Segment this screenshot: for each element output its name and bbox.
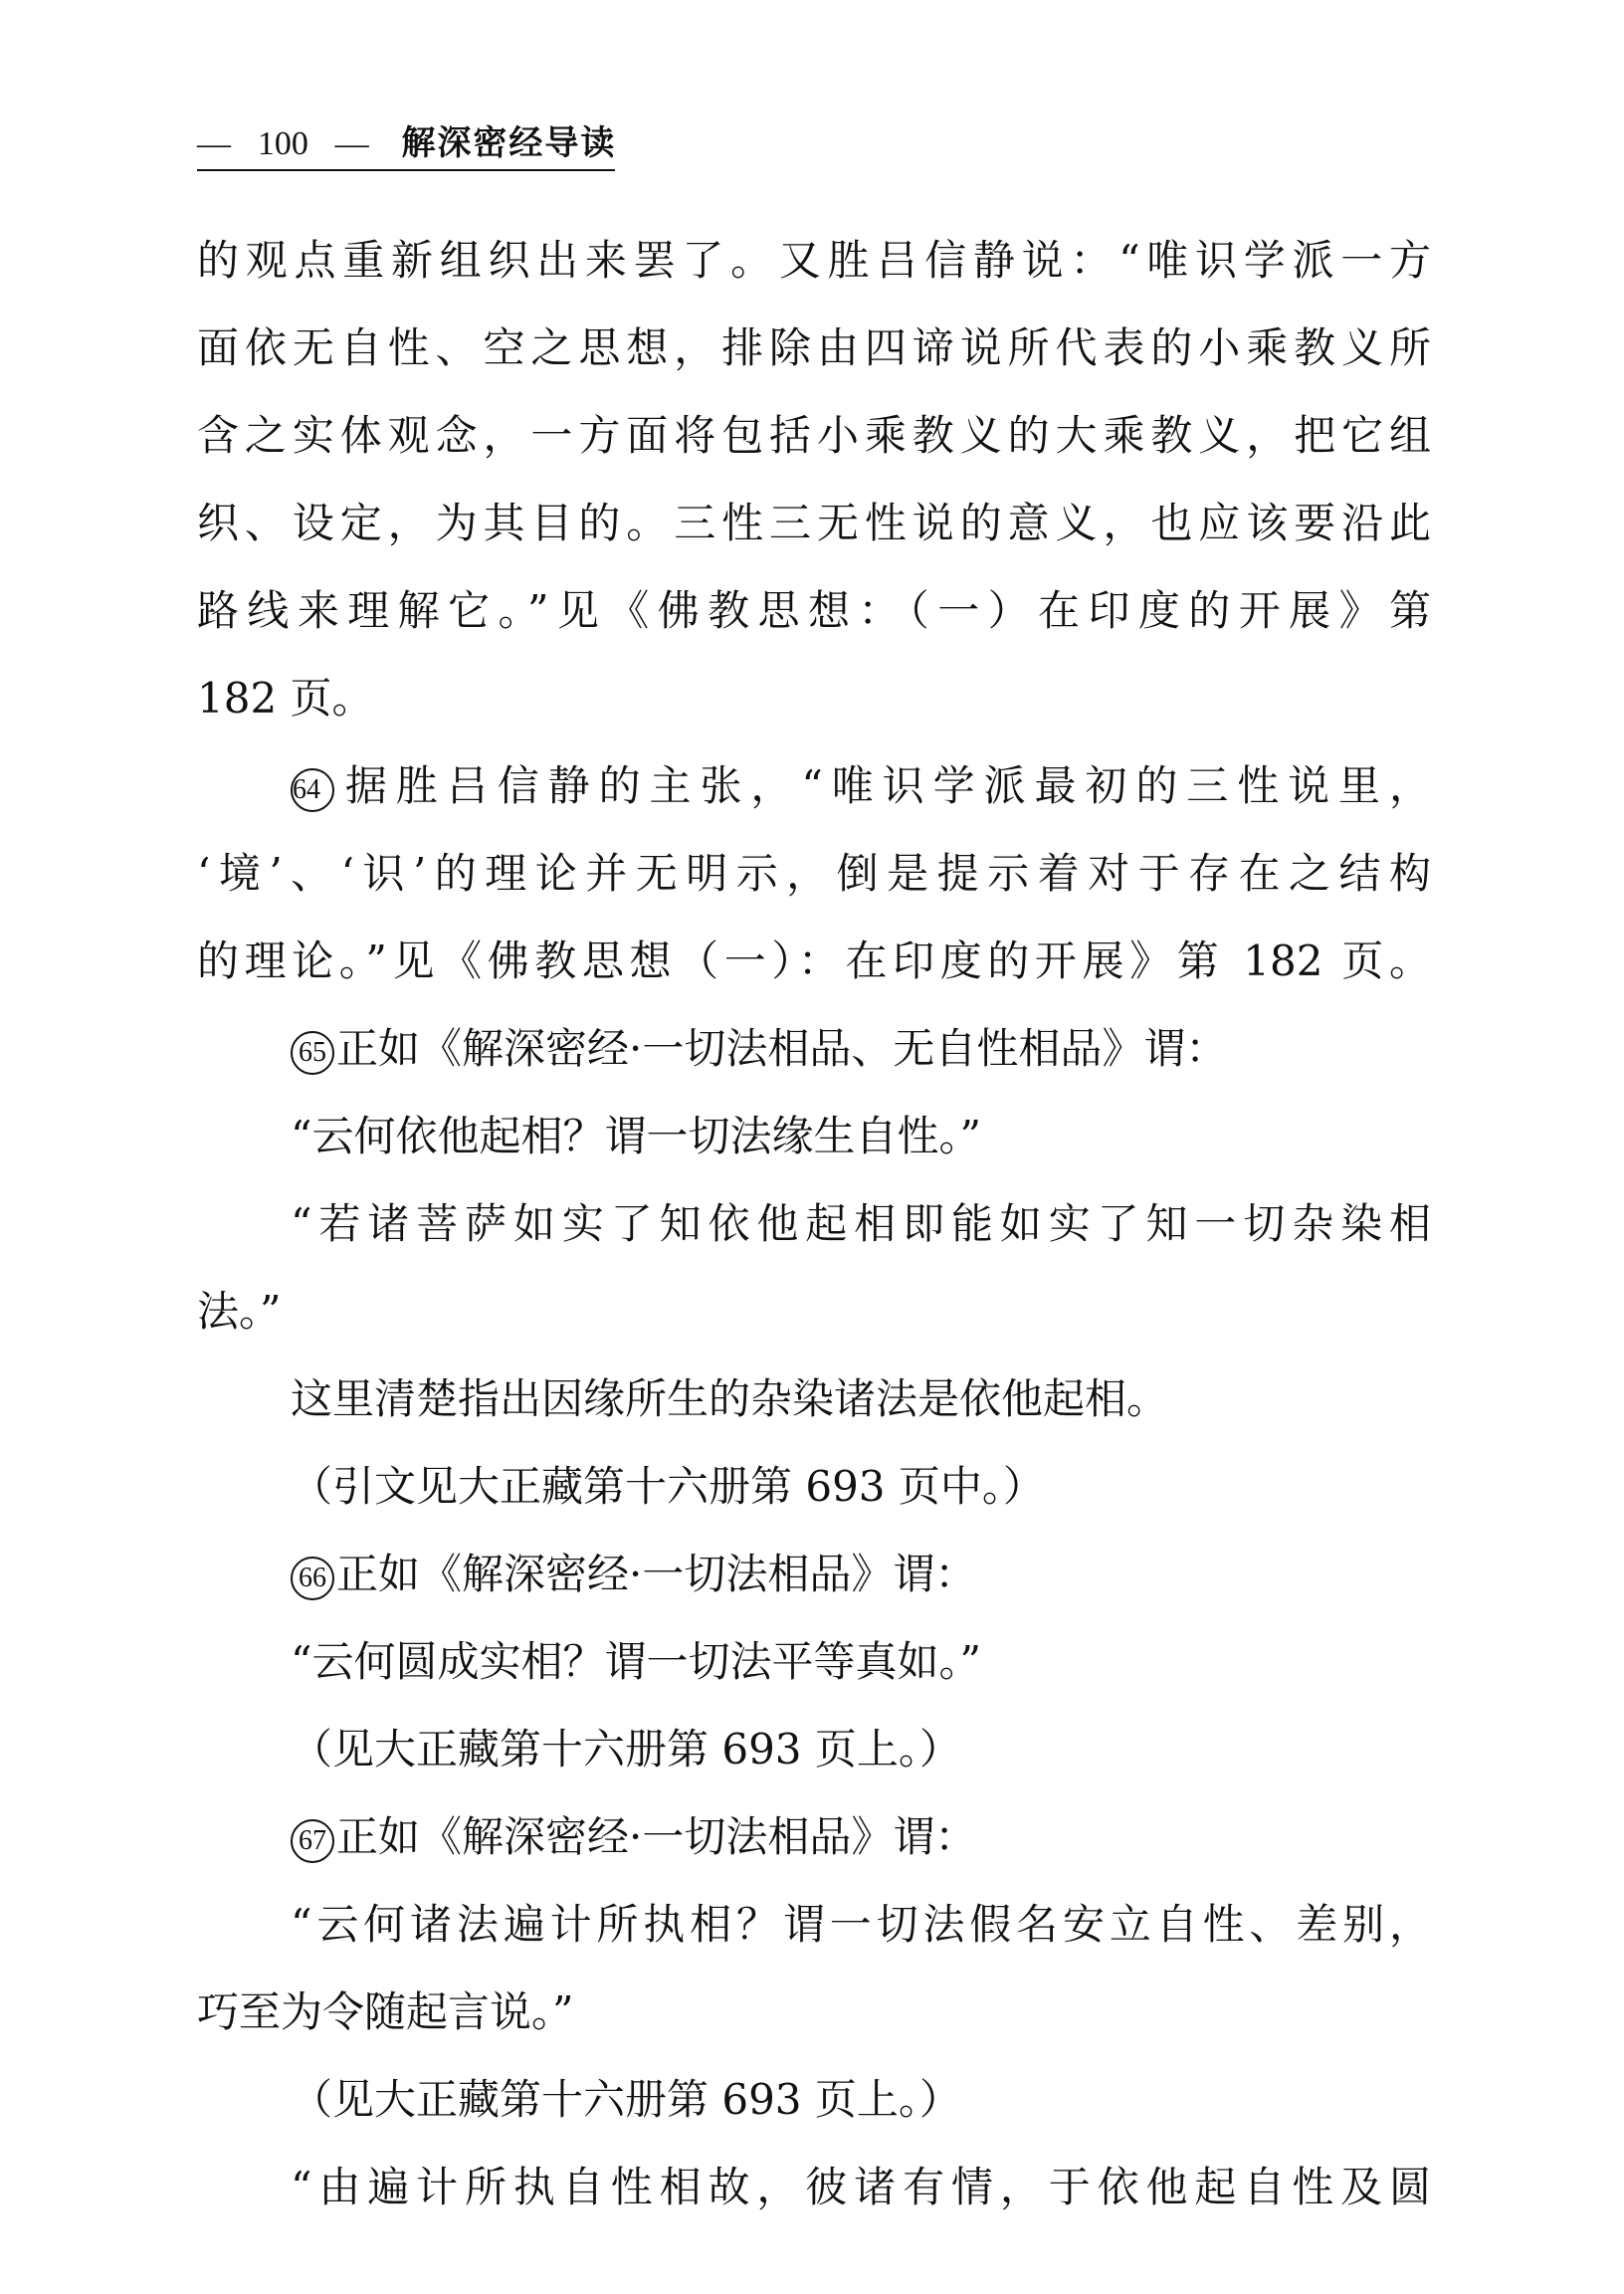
quote-line: 法。” — [197, 1287, 282, 1336]
footnote-marker: 67 — [291, 1819, 334, 1863]
footnote-67 — [291, 1807, 1431, 1867]
text-line: 面依无自性、空之思想，排除由四谛说所代表的小乘教义所 — [197, 323, 1431, 372]
quote-line: “若诸菩萨如实了知依他起相即能如实了知一切杂染相 — [291, 1199, 1431, 1248]
text-line: 织、设定，为其目的。三性三无性说的意义，也应该要沿此 — [197, 499, 1431, 547]
footnote-marker: 64 — [291, 768, 334, 812]
quote-line: “云何诸法遍计所执相？谓一切法假名安立自性、差别， — [291, 1900, 1431, 1949]
citation-line: （见大正藏第十六册第 693 页上。） — [291, 2075, 961, 2124]
text-line: 这里清楚指出因缘所生的杂染诸法是依他起相。 — [291, 1374, 1169, 1423]
text-line: 的理论。”见《佛教思想（一）：在印度的开展》第 182 页。 — [197, 937, 1431, 985]
text-line: 182 页。 — [197, 674, 374, 723]
header-dash-right: — — [334, 125, 369, 162]
text-line: 的观点重新组织出来罢了。又胜吕信静说：“唯识学派一方 — [197, 236, 1431, 285]
footnote-65 — [291, 1019, 1431, 1079]
footnote-text: 据胜吕信静的主张，“唯识学派最初的三性说里， — [336, 761, 1431, 810]
footnote-marker: 65 — [291, 1031, 334, 1075]
citation-line: （见大正藏第十六册第 693 页上。） — [291, 1725, 961, 1773]
footnote-text: 正如《解深密经·一切法相品、无自性相品》谓： — [336, 1024, 1228, 1073]
quote-line: “由遍计所执自性相故，彼诸有情，于依他起自性及圆 — [291, 2163, 1431, 2211]
footnote-text: 正如《解深密经·一切法相品》谓： — [336, 1812, 977, 1861]
footnote-marker: 66 — [291, 1557, 334, 1600]
quote-line: “云何依他起相？谓一切法缘生自性。” — [291, 1112, 981, 1160]
running-header — [197, 117, 615, 171]
quote-line: 巧至为令随起言说。” — [197, 1987, 574, 2036]
footnote-66 — [291, 1545, 1431, 1604]
book-title: 解深密经导读 — [401, 123, 617, 163]
quote-line: “云何圆成实相？谓一切法平等真如。” — [291, 1637, 981, 1686]
text-line: ‘境’、‘识’的理论并无明示，倒是提示着对于存在之结构 — [197, 849, 1431, 898]
header-dash-left: — — [197, 125, 231, 162]
footnote-64 — [291, 756, 1431, 816]
text-line: 路线来理解它。”见《佛教思想：（一）在印度的开展》第 — [197, 586, 1431, 635]
page-number: 100 — [257, 125, 308, 162]
footnote-text: 正如《解深密经·一切法相品》谓： — [336, 1550, 977, 1598]
text-line: 含之实体观念，一方面将包括小乘教义的大乘教义，把它组 — [197, 411, 1431, 460]
citation-line: （引文见大正藏第十六册第 693 页中。） — [291, 1462, 1045, 1511]
